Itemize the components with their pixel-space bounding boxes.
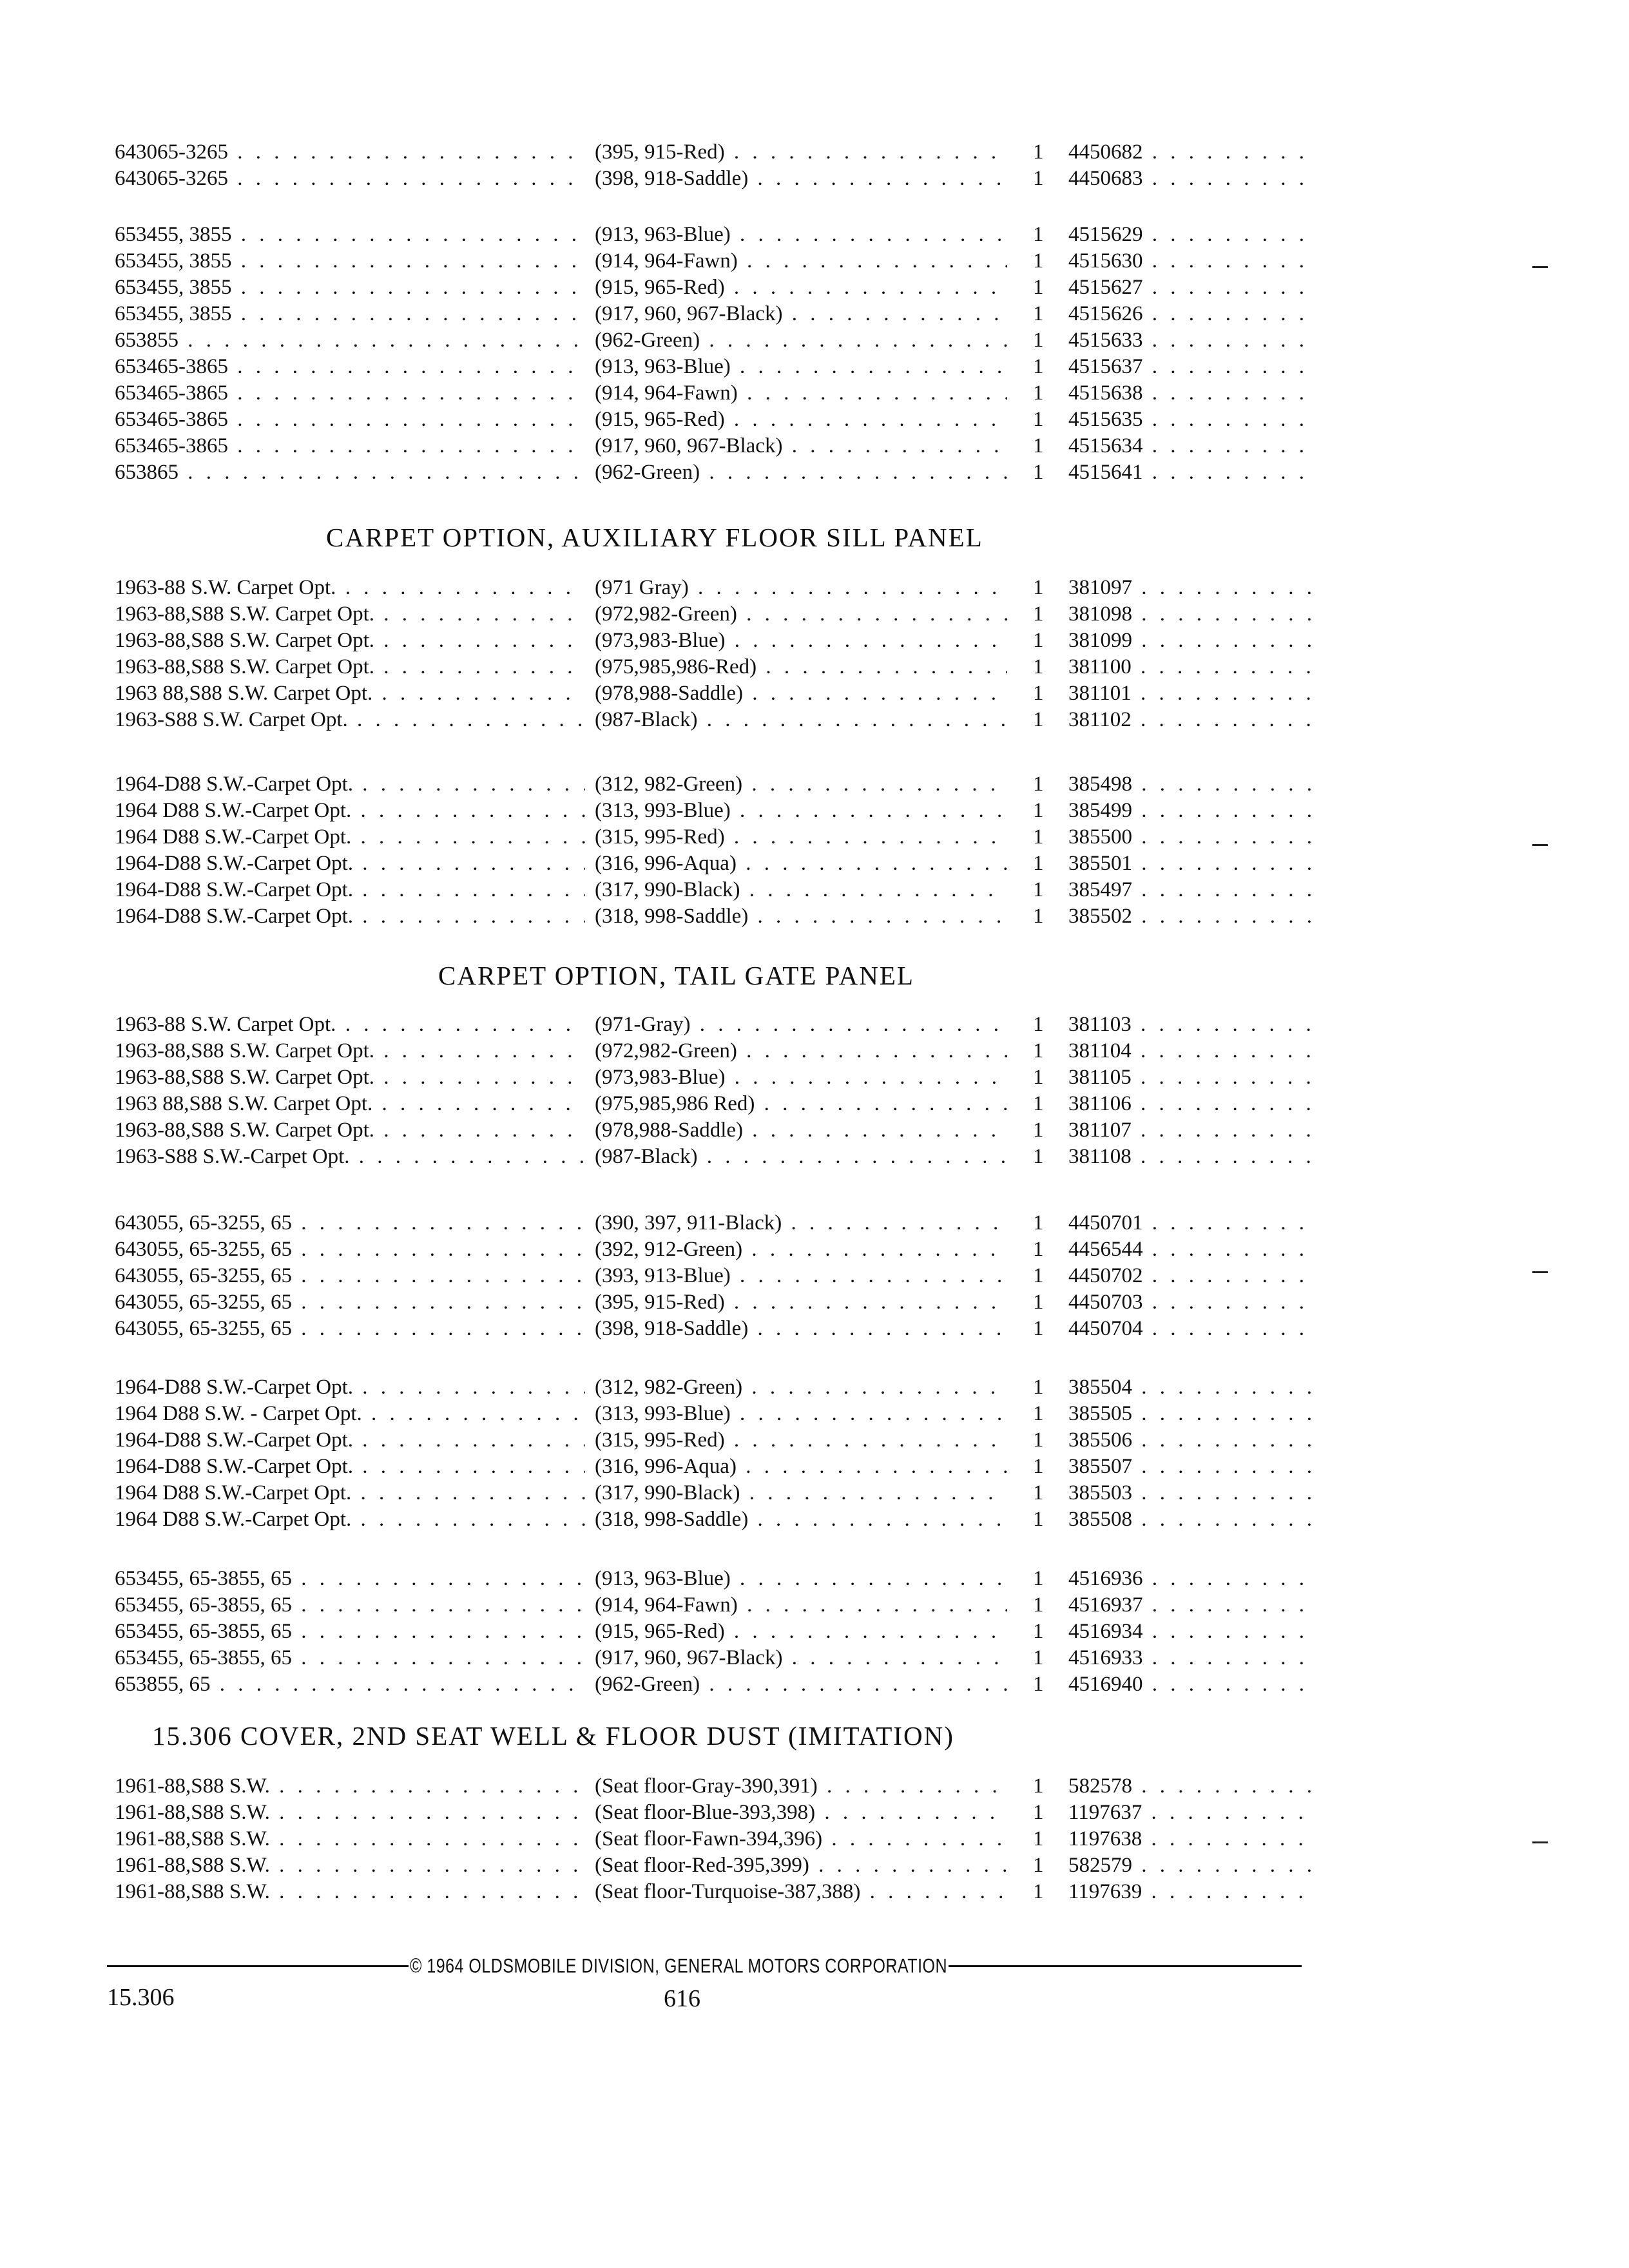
parts-row xyxy=(115,771,1313,798)
part-model-cell: 1963-S88 S.W. Carpet Opt. . . . xyxy=(115,707,585,733)
part-number-cell: 385499 . . . xyxy=(1068,798,1313,824)
part-model-cell: 653465-3865 . . . xyxy=(115,433,585,459)
parts-row xyxy=(115,1316,1313,1342)
part-number-cell: 4515630 . . . xyxy=(1068,248,1313,274)
quantity-cell: 1 xyxy=(1033,1264,1044,1287)
trim-description-cell: (962-Green) . . . xyxy=(595,327,1007,354)
parts-row xyxy=(115,628,1313,654)
part-number-cell: 4450703 . . . xyxy=(1068,1289,1313,1316)
part-model-cell: 1964 D88 S.W.-Carpet Opt. . . . xyxy=(115,824,585,850)
quantity-cell: 1 xyxy=(1033,825,1044,849)
parts-row xyxy=(115,1773,1313,1800)
quantity-cell: 1 xyxy=(1033,602,1044,626)
part-model-cell: 643055, 65-3255, 65 . . . xyxy=(115,1263,585,1289)
part-number-cell: 4515635 . . . xyxy=(1068,407,1313,433)
part-number-cell: 381108 . . . xyxy=(1068,1144,1313,1170)
part-model-cell: 653465-3865 . . . xyxy=(115,354,585,380)
parts-row xyxy=(115,1117,1313,1144)
trim-description-cell: (987-Black) . . . xyxy=(595,1144,1007,1170)
footer-rule-left xyxy=(107,1965,409,1967)
part-number-cell: 385498 . . . xyxy=(1068,771,1313,798)
quantity-cell: 1 xyxy=(1033,773,1044,796)
trim-description-cell: (318, 998-Saddle) . . . xyxy=(595,903,1007,930)
quantity-cell: 1 xyxy=(1033,1854,1044,1877)
parts-row xyxy=(115,380,1313,407)
trim-description-cell: (317, 990-Black) . . . xyxy=(595,877,1007,903)
quantity-cell: 1 xyxy=(1033,1291,1044,1314)
parts-row xyxy=(115,1144,1313,1170)
trim-description-cell: (917, 960, 967-Black) . . . xyxy=(595,301,1007,327)
trim-description-cell: (971 Gray) . . . xyxy=(595,575,1007,601)
trim-description-cell: (915, 965-Red) . . . xyxy=(595,1619,1007,1645)
part-number-cell: 385502 . . . xyxy=(1068,903,1313,930)
part-number-cell: 381100 . . . xyxy=(1068,654,1313,680)
trim-description-cell: (395, 915-Red) . . . xyxy=(595,1289,1007,1316)
part-number-cell: 1197639 . . . xyxy=(1068,1879,1313,1905)
parts-row xyxy=(115,1566,1313,1592)
parts-row xyxy=(115,1592,1313,1619)
part-model-cell: 1964-D88 S.W.-Carpet Opt. . . . xyxy=(115,877,585,903)
part-model-cell: 653865 . . . xyxy=(115,459,585,486)
part-number-cell: 4450704 . . . xyxy=(1068,1316,1313,1342)
trim-description-cell: (972,982-Green) . . . xyxy=(595,601,1007,628)
trim-description-cell: (315, 995-Red) . . . xyxy=(595,824,1007,850)
footer-copyright: © 1964 OLDSMOBILE DIVISION, GENERAL MOTORS CORPORATION xyxy=(409,1955,948,1977)
quantity-cell: 1 xyxy=(1033,1317,1044,1340)
part-number-cell: 381099 . . . xyxy=(1068,628,1313,654)
footer-section-number: 15.306 xyxy=(107,1984,175,2011)
quantity-cell: 1 xyxy=(1033,1827,1044,1850)
part-number-cell: 4516937 . . . xyxy=(1068,1592,1313,1619)
part-number-cell: 381105 . . . xyxy=(1068,1064,1313,1091)
part-number-cell: 385501 . . . xyxy=(1068,850,1313,877)
part-model-cell: 653455, 3855 . . . xyxy=(115,222,585,248)
trim-description-cell: (913, 963-Blue) . . . xyxy=(595,1566,1007,1592)
parts-row xyxy=(115,798,1313,824)
part-number-cell: 4515633 . . . xyxy=(1068,327,1313,354)
part-number-cell: 381101 . . . xyxy=(1068,680,1313,707)
parts-group-s2 xyxy=(115,222,1313,486)
part-model-cell: 1963-88 S.W. Carpet Opt. . . . xyxy=(115,1012,585,1038)
part-model-cell: 1963-88,S88 S.W. Carpet Opt. . . . xyxy=(115,1064,585,1091)
margin-mark xyxy=(1532,844,1548,846)
parts-row xyxy=(115,327,1313,354)
part-model-cell: 1964-D88 S.W.-Carpet Opt. . . . xyxy=(115,1374,585,1401)
quantity-cell: 1 xyxy=(1033,1092,1044,1115)
part-number-cell: 4515637 . . . xyxy=(1068,354,1313,380)
quantity-cell: 1 xyxy=(1033,799,1044,822)
parts-group-s4 xyxy=(115,771,1313,930)
trim-description-cell: (978,988-Saddle) . . . xyxy=(595,1117,1007,1144)
trim-description-cell: (Seat floor-Gray-390,391) . . . xyxy=(595,1773,1007,1800)
trim-description-cell: (312, 982-Green) . . . xyxy=(595,1374,1007,1401)
quantity-cell: 1 xyxy=(1033,1039,1044,1062)
quantity-cell: 1 xyxy=(1033,1402,1044,1425)
part-number-cell: 4450682 . . . xyxy=(1068,139,1313,166)
part-number-cell: 381104 . . . xyxy=(1068,1038,1313,1064)
parts-row xyxy=(115,1800,1313,1826)
parts-row xyxy=(115,575,1313,601)
quantity-cell: 1 xyxy=(1033,1455,1044,1478)
margin-mark xyxy=(1532,1271,1548,1273)
trim-description-cell: (915, 965-Red) . . . xyxy=(595,407,1007,433)
parts-row xyxy=(115,707,1313,733)
part-number-cell: 381107 . . . xyxy=(1068,1117,1313,1144)
part-model-cell: 1964-D88 S.W.-Carpet Opt. . . . xyxy=(115,903,585,930)
part-model-cell: 1964-D88 S.W.-Carpet Opt. . . . xyxy=(115,1427,585,1454)
footer-rule-right xyxy=(949,1965,1302,1967)
part-model-cell: 1961-88,S88 S.W. . . . xyxy=(115,1800,585,1826)
part-model-cell: 643055, 65-3255, 65 . . . xyxy=(115,1236,585,1263)
parts-row xyxy=(115,248,1313,274)
part-number-cell: 385505 . . . xyxy=(1068,1401,1313,1427)
parts-group-s8 xyxy=(115,1566,1313,1698)
quantity-cell: 1 xyxy=(1033,329,1044,352)
trim-description-cell: (313, 993-Blue) . . . xyxy=(595,798,1007,824)
quantity-cell: 1 xyxy=(1033,276,1044,299)
trim-description-cell: (312, 982-Green) . . . xyxy=(595,771,1007,798)
section-heading-auxiliary-floor-sill-panel: CARPET OPTION, AUXILIARY FLOOR SILL PANEL xyxy=(326,523,983,552)
part-number-cell: 4515634 . . . xyxy=(1068,433,1313,459)
quantity-cell: 1 xyxy=(1033,852,1044,875)
part-model-cell: 1964-D88 S.W.-Carpet Opt. . . . xyxy=(115,771,585,798)
quantity-cell: 1 xyxy=(1033,461,1044,484)
part-model-cell: 1963-88,S88 S.W. Carpet Opt. . . . xyxy=(115,654,585,680)
parts-row xyxy=(115,407,1313,433)
part-model-cell: 1964-D88 S.W.-Carpet Opt. . . . xyxy=(115,1454,585,1480)
trim-description-cell: (917, 960, 967-Black) . . . xyxy=(595,1645,1007,1671)
parts-group-s5 xyxy=(115,1012,1313,1170)
trim-description-cell: (987-Black) . . . xyxy=(595,707,1007,733)
part-model-cell: 643055, 65-3255, 65 . . . xyxy=(115,1210,585,1236)
trim-description-cell: (393, 913-Blue) . . . xyxy=(595,1263,1007,1289)
parts-row xyxy=(115,301,1313,327)
trim-description-cell: (913, 963-Blue) . . . xyxy=(595,222,1007,248)
trim-description-cell: (972,982-Green) . . . xyxy=(595,1038,1007,1064)
part-model-cell: 1963-88,S88 S.W. Carpet Opt. . . . xyxy=(115,1038,585,1064)
part-number-cell: 1197637 . . . xyxy=(1068,1800,1313,1826)
part-number-cell: 381098 . . . xyxy=(1068,601,1313,628)
part-model-cell: 653455, 65-3855, 65 . . . xyxy=(115,1619,585,1645)
part-model-cell: 1964 D88 S.W.-Carpet Opt. . . . xyxy=(115,1480,585,1506)
quantity-cell: 1 xyxy=(1033,1593,1044,1617)
quantity-cell: 1 xyxy=(1033,1567,1044,1590)
quantity-cell: 1 xyxy=(1033,878,1044,901)
trim-description-cell: (318, 998-Saddle) . . . xyxy=(595,1506,1007,1533)
quantity-cell: 1 xyxy=(1033,355,1044,378)
quantity-cell: 1 xyxy=(1033,1238,1044,1261)
parts-row xyxy=(115,1374,1313,1401)
quantity-cell: 1 xyxy=(1033,167,1044,190)
part-model-cell: 653455, 65-3855, 65 . . . xyxy=(115,1645,585,1671)
part-number-cell: 4450702 . . . xyxy=(1068,1263,1313,1289)
part-model-cell: 1964 D88 S.W.-Carpet Opt. . . . xyxy=(115,1506,585,1533)
part-model-cell: 1963 88,S88 S.W. Carpet Opt. . . . xyxy=(115,680,585,707)
quantity-cell: 1 xyxy=(1033,249,1044,273)
trim-description-cell: (973,983-Blue) . . . xyxy=(595,1064,1007,1091)
part-number-cell: 4515629 . . . xyxy=(1068,222,1313,248)
parts-row xyxy=(115,850,1313,877)
parts-group-s7 xyxy=(115,1374,1313,1533)
part-model-cell: 1961-88,S88 S.W. . . . xyxy=(115,1773,585,1800)
part-number-cell: 385506 . . . xyxy=(1068,1427,1313,1454)
part-number-cell: 4515626 . . . xyxy=(1068,301,1313,327)
parts-row xyxy=(115,601,1313,628)
quantity-cell: 1 xyxy=(1033,1119,1044,1142)
quantity-cell: 1 xyxy=(1033,302,1044,325)
quantity-cell: 1 xyxy=(1033,408,1044,431)
quantity-cell: 1 xyxy=(1033,1774,1044,1798)
part-model-cell: 643055, 65-3255, 65 . . . xyxy=(115,1289,585,1316)
part-number-cell: 4516940 . . . xyxy=(1068,1671,1313,1698)
part-number-cell: 1197638 . . . xyxy=(1068,1826,1313,1852)
trim-description-cell: (313, 993-Blue) . . . xyxy=(595,1401,1007,1427)
trim-description-cell: (975,985,986 Red) . . . xyxy=(595,1091,1007,1117)
parts-row xyxy=(115,1619,1313,1645)
part-model-cell: 1961-88,S88 S.W. . . . xyxy=(115,1826,585,1852)
parts-row xyxy=(115,222,1313,248)
trim-description-cell: (392, 912-Green) . . . xyxy=(595,1236,1007,1263)
part-model-cell: 653465-3865 . . . xyxy=(115,380,585,407)
quantity-cell: 1 xyxy=(1033,682,1044,705)
trim-description-cell: (973,983-Blue) . . . xyxy=(595,628,1007,654)
part-number-cell: 4515627 . . . xyxy=(1068,274,1313,301)
parts-row xyxy=(115,877,1313,903)
part-number-cell: 582578 . . . xyxy=(1068,1773,1313,1800)
trim-description-cell: (316, 996-Aqua) . . . xyxy=(595,850,1007,877)
trim-description-cell: (Seat floor-Fawn-394,396) . . . xyxy=(595,1826,1007,1852)
part-model-cell: 653455, 3855 . . . xyxy=(115,274,585,301)
parts-row xyxy=(115,1645,1313,1671)
parts-row xyxy=(115,1879,1313,1905)
parts-row xyxy=(115,1454,1313,1480)
part-number-cell: 4456544 . . . xyxy=(1068,1236,1313,1263)
trim-description-cell: (914, 964-Fawn) . . . xyxy=(595,380,1007,407)
part-model-cell: 643065-3265 . . . xyxy=(115,139,585,166)
part-number-cell: 381102 . . . xyxy=(1068,707,1313,733)
part-model-cell: 1963-88 S.W. Carpet Opt. . . . xyxy=(115,575,585,601)
parts-row xyxy=(115,1263,1313,1289)
page-number: 616 xyxy=(664,1985,700,2012)
parts-group-s1 xyxy=(115,139,1313,192)
parts-row xyxy=(115,1852,1313,1879)
part-number-cell: 4516933 . . . xyxy=(1068,1645,1313,1671)
quantity-cell: 1 xyxy=(1033,1646,1044,1669)
part-number-cell: 385508 . . . xyxy=(1068,1506,1313,1533)
quantity-cell: 1 xyxy=(1033,576,1044,599)
part-number-cell: 4516934 . . . xyxy=(1068,1619,1313,1645)
part-model-cell: 653455, 65-3855, 65 . . . xyxy=(115,1566,585,1592)
part-model-cell: 653855, 65 . . . xyxy=(115,1671,585,1698)
parts-row xyxy=(115,1289,1313,1316)
part-number-cell: 385503 . . . xyxy=(1068,1480,1313,1506)
parts-row xyxy=(115,1427,1313,1454)
quantity-cell: 1 xyxy=(1033,1376,1044,1399)
parts-row xyxy=(115,1210,1313,1236)
parts-row xyxy=(115,1401,1313,1427)
quantity-cell: 1 xyxy=(1033,1145,1044,1168)
part-number-cell: 4516936 . . . xyxy=(1068,1566,1313,1592)
part-number-cell: 4450683 . . . xyxy=(1068,166,1313,192)
trim-description-cell: (978,988-Saddle) . . . xyxy=(595,680,1007,707)
part-number-cell: 385500 . . . xyxy=(1068,824,1313,850)
part-model-cell: 1964 D88 S.W.-Carpet Opt. . . . xyxy=(115,798,585,824)
quantity-cell: 1 xyxy=(1033,1428,1044,1452)
quantity-cell: 1 xyxy=(1033,1801,1044,1824)
trim-description-cell: (914, 964-Fawn) . . . xyxy=(595,248,1007,274)
parts-row xyxy=(115,1091,1313,1117)
trim-description-cell: (315, 995-Red) . . . xyxy=(595,1427,1007,1454)
parts-group-s9 xyxy=(115,1773,1313,1905)
quantity-cell: 1 xyxy=(1033,1211,1044,1235)
part-model-cell: 1963 88,S88 S.W. Carpet Opt. . . . xyxy=(115,1091,585,1117)
parts-row xyxy=(115,1012,1313,1038)
parts-row xyxy=(115,139,1313,166)
parts-row xyxy=(115,903,1313,930)
trim-description-cell: (Seat floor-Blue-393,398) . . . xyxy=(595,1800,1007,1826)
parts-row xyxy=(115,1480,1313,1506)
part-model-cell: 643065-3265 . . . xyxy=(115,166,585,192)
quantity-cell: 1 xyxy=(1033,1673,1044,1696)
quantity-cell: 1 xyxy=(1033,1066,1044,1089)
parts-row xyxy=(115,1826,1313,1852)
part-number-cell: 381106 . . . xyxy=(1068,1091,1313,1117)
section-heading-cover-2nd-seat-well: 15.306 COVER, 2ND SEAT WELL & FLOOR DUST (IMITATION) xyxy=(152,1721,954,1751)
trim-description-cell: (913, 963-Blue) . . . xyxy=(595,354,1007,380)
part-model-cell: 653455, 65-3855, 65 . . . xyxy=(115,1592,585,1619)
parts-row xyxy=(115,1236,1313,1263)
quantity-cell: 1 xyxy=(1033,1481,1044,1504)
parts-row xyxy=(115,1038,1313,1064)
quantity-cell: 1 xyxy=(1033,1508,1044,1531)
quantity-cell: 1 xyxy=(1033,434,1044,457)
quantity-cell: 1 xyxy=(1033,1013,1044,1036)
part-number-cell: 4515638 . . . xyxy=(1068,380,1313,407)
parts-row xyxy=(115,354,1313,380)
quantity-cell: 1 xyxy=(1033,629,1044,652)
margin-mark xyxy=(1532,266,1548,268)
margin-mark xyxy=(1532,1841,1548,1843)
part-model-cell: 653455, 3855 . . . xyxy=(115,301,585,327)
parts-row xyxy=(115,459,1313,486)
trim-description-cell: (390, 397, 911-Black) . . . xyxy=(595,1210,1007,1236)
part-model-cell: 1964 D88 S.W. - Carpet Opt. . . . xyxy=(115,1401,585,1427)
part-model-cell: 643055, 65-3255, 65 . . . xyxy=(115,1316,585,1342)
part-number-cell: 381097 . . . xyxy=(1068,575,1313,601)
part-model-cell: 1961-88,S88 S.W. . . . xyxy=(115,1852,585,1879)
part-model-cell: 1961-88,S88 S.W. . . . xyxy=(115,1879,585,1905)
trim-description-cell: (971-Gray) . . . xyxy=(595,1012,1007,1038)
parts-row xyxy=(115,1506,1313,1533)
parts-group-s3 xyxy=(115,575,1313,733)
part-number-cell: 381103 . . . xyxy=(1068,1012,1313,1038)
part-model-cell: 653465-3865 . . . xyxy=(115,407,585,433)
trim-description-cell: (316, 996-Aqua) . . . xyxy=(595,1454,1007,1480)
parts-row xyxy=(115,166,1313,192)
part-model-cell: 1964-D88 S.W.-Carpet Opt. . . . xyxy=(115,850,585,877)
trim-description-cell: (Seat floor-Turquoise-387,388) . . . xyxy=(595,1879,1007,1905)
quantity-cell: 1 xyxy=(1033,708,1044,731)
parts-row xyxy=(115,680,1313,707)
parts-row xyxy=(115,1064,1313,1091)
parts-row xyxy=(115,1671,1313,1698)
part-number-cell: 385504 . . . xyxy=(1068,1374,1313,1401)
part-number-cell: 385497 . . . xyxy=(1068,877,1313,903)
parts-row xyxy=(115,824,1313,850)
part-number-cell: 385507 . . . xyxy=(1068,1454,1313,1480)
quantity-cell: 1 xyxy=(1033,905,1044,928)
parts-row xyxy=(115,433,1313,459)
parts-row xyxy=(115,654,1313,680)
trim-description-cell: (915, 965-Red) . . . xyxy=(595,274,1007,301)
trim-description-cell: (914, 964-Fawn) . . . xyxy=(595,1592,1007,1619)
quantity-cell: 1 xyxy=(1033,655,1044,678)
quantity-cell: 1 xyxy=(1033,223,1044,246)
part-model-cell: 1963-88,S88 S.W. Carpet Opt. . . . xyxy=(115,601,585,628)
quantity-cell: 1 xyxy=(1033,1620,1044,1643)
trim-description-cell: (962-Green) . . . xyxy=(595,459,1007,486)
quantity-cell: 1 xyxy=(1033,140,1044,164)
part-model-cell: 1963-S88 S.W.-Carpet Opt. . . . xyxy=(115,1144,585,1170)
parts-group-s6 xyxy=(115,1210,1313,1342)
part-number-cell: 582579 . . . xyxy=(1068,1852,1313,1879)
trim-description-cell: (962-Green) . . . xyxy=(595,1671,1007,1698)
part-model-cell: 653455, 3855 . . . xyxy=(115,248,585,274)
trim-description-cell: (317, 990-Black) . . . xyxy=(595,1480,1007,1506)
part-number-cell: 4515641 . . . xyxy=(1068,459,1313,486)
part-model-cell: 1963-88,S88 S.W. Carpet Opt. . . . xyxy=(115,1117,585,1144)
section-heading-tail-gate-panel: CARPET OPTION, TAIL GATE PANEL xyxy=(438,961,914,990)
parts-row xyxy=(115,274,1313,301)
part-model-cell: 653855 . . . xyxy=(115,327,585,354)
part-model-cell: 1963-88,S88 S.W. Carpet Opt. . . . xyxy=(115,628,585,654)
trim-description-cell: (917, 960, 967-Black) . . . xyxy=(595,433,1007,459)
quantity-cell: 1 xyxy=(1033,381,1044,405)
trim-description-cell: (398, 918-Saddle) . . . xyxy=(595,166,1007,192)
trim-description-cell: (395, 915-Red) . . . xyxy=(595,139,1007,166)
trim-description-cell: (975,985,986-Red) . . . xyxy=(595,654,1007,680)
part-number-cell: 4450701 . . . xyxy=(1068,1210,1313,1236)
trim-description-cell: (Seat floor-Red-395,399) . . . xyxy=(595,1852,1007,1879)
trim-description-cell: (398, 918-Saddle) . . . xyxy=(595,1316,1007,1342)
quantity-cell: 1 xyxy=(1033,1880,1044,1903)
